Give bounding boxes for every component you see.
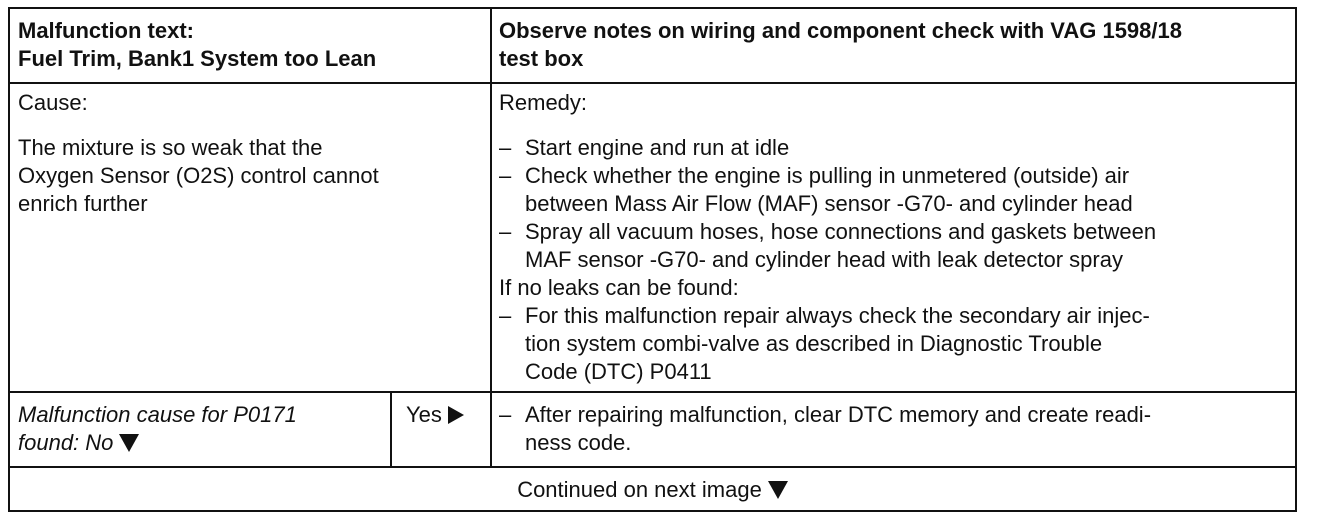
- remedy-step-2: [499, 162, 1156, 218]
- cause-label: Cause:: [18, 90, 88, 115]
- decision-no-line: [18, 429, 297, 457]
- remedy-step-1-text: Start engine and run at idle: [525, 135, 790, 160]
- table-border-left: [8, 7, 10, 512]
- continued-note: [10, 476, 1295, 504]
- dash-marker: –: [499, 303, 512, 328]
- action-step: [499, 401, 1151, 457]
- decision-question-line-2: found: No: [18, 430, 114, 455]
- wiring-notes-heading: [499, 17, 1182, 73]
- malfunction-text-label: Malfunction text:: [18, 18, 194, 43]
- triangle-down-icon: [119, 434, 139, 452]
- dash-marker: –: [499, 402, 512, 427]
- dash-marker: –: [499, 135, 512, 160]
- remedy-step-4: [499, 302, 1156, 386]
- wiring-notes-line-1: Observe notes on wiring and component check with VAG 1598/18: [499, 18, 1182, 43]
- decision-action: [499, 401, 1151, 457]
- yes-label: Yes: [406, 402, 442, 427]
- remedy-step-4-line-1: For this malfunction repair always check the secondary air injec-: [525, 303, 1150, 328]
- cause-text-line-1: The mixture is so weak that the: [18, 135, 323, 160]
- dash-marker: –: [499, 219, 512, 244]
- cause-cell: [18, 89, 379, 218]
- table-border-bottom: [8, 510, 1297, 512]
- remedy-label: Remedy:: [499, 90, 588, 115]
- remedy-step-2-line-1: Check whether the engine is pulling in unmetered (outside) air: [525, 163, 1130, 188]
- action-line-1: After repairing malfunction, clear DTC memory and create readi-: [525, 402, 1152, 427]
- continued-text: Continued on next image: [517, 477, 762, 502]
- decision-yes: [406, 401, 464, 429]
- remedy-step-3: [499, 218, 1156, 274]
- row-divider-2: [8, 466, 1297, 468]
- dash-marker: –: [499, 163, 512, 188]
- remedy-condition: If no leaks can be found:: [499, 275, 739, 300]
- remedy-step-4-line-2: tion system combi-valve as described in Diagnostic Trouble: [525, 331, 1103, 356]
- malfunction-title: Fuel Trim, Bank1 System too Lean: [18, 46, 377, 71]
- remedy-step-2-line-2: between Mass Air Flow (MAF) sensor -G70- and cylinder head: [525, 191, 1133, 216]
- triangle-down-icon: [768, 481, 788, 499]
- remedy-step-1: [499, 134, 1156, 162]
- remedy-cell: [499, 89, 1156, 386]
- action-line-2: ness code.: [525, 430, 632, 455]
- decision-question-line-1: Malfunction cause for P0171: [18, 402, 297, 427]
- decision-question: [18, 401, 297, 457]
- triangle-right-icon: [448, 406, 464, 424]
- wiring-notes-line-2: test box: [499, 46, 584, 71]
- malfunction-text-heading: [18, 17, 376, 73]
- yes-cell-divider: [390, 391, 392, 468]
- column-divider: [490, 7, 492, 468]
- remedy-step-3-line-1: Spray all vacuum hoses, hose connections and gaskets between: [525, 219, 1157, 244]
- remedy-step-4-line-3: Code (DTC) P0411: [525, 359, 712, 384]
- cause-text-line-2: Oxygen Sensor (O2S) control cannot: [18, 163, 379, 188]
- cause-text-line-3: enrich further: [18, 191, 148, 216]
- row-divider-1: [8, 391, 1297, 393]
- table-border-top: [8, 7, 1297, 9]
- remedy-step-3-line-2: MAF sensor -G70- and cylinder head with leak detector spray: [525, 247, 1123, 272]
- table-border-right: [1295, 7, 1297, 512]
- header-divider: [8, 82, 1297, 84]
